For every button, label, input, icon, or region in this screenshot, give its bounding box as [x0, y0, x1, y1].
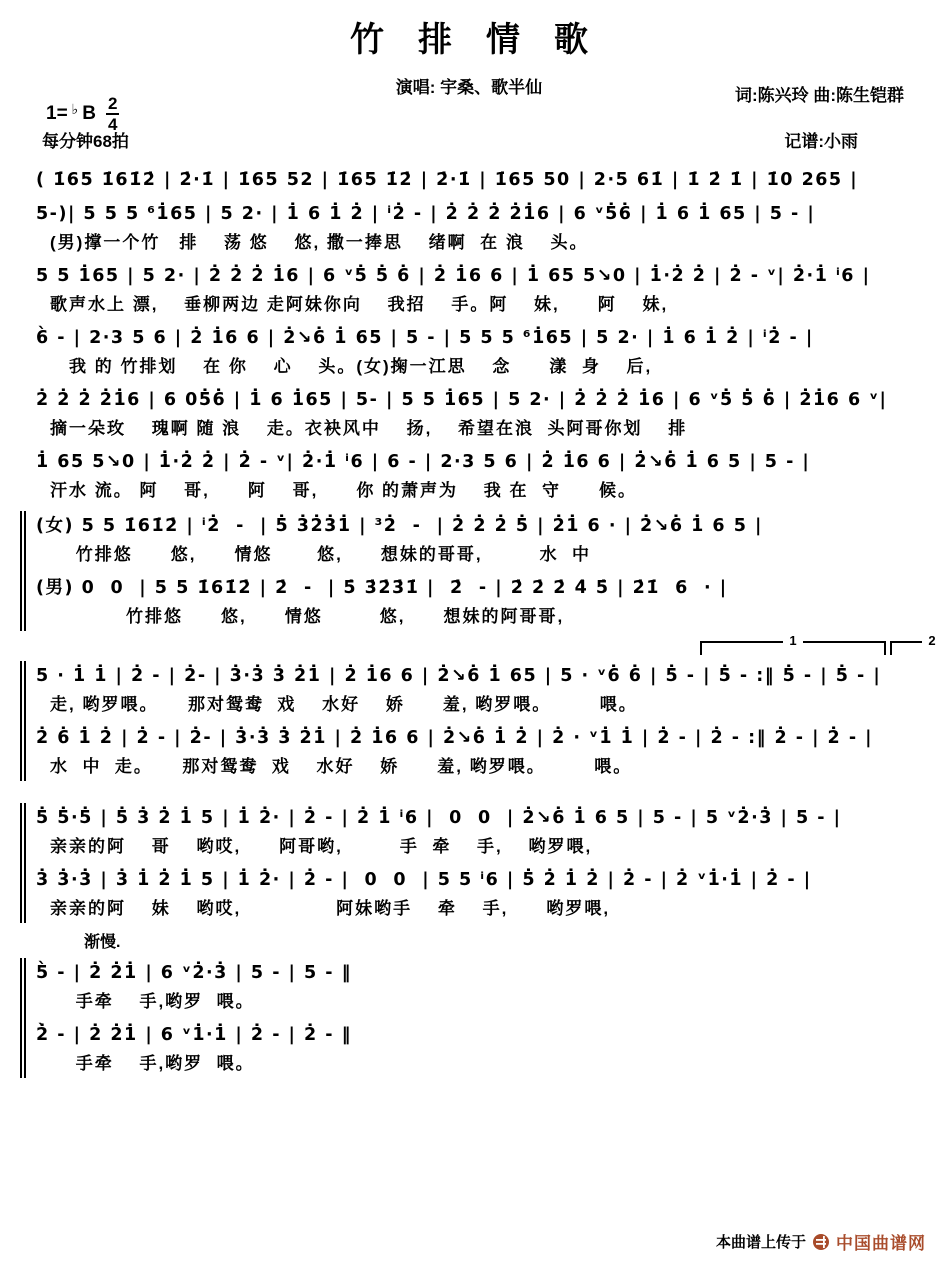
notation-line-2: 5-)| 5 5 5 ⁶1̇65 | 5 2· | 1̇ 6 1̇ 2̇ | ⁱ2̇ - | 2̇ 2̇ 2̇ 2̇1̇6 | 6 ᵛ5̇6̇ | 1̇ 6 1̇ 65 | 5 - |: [36, 204, 816, 224]
notation-line-14: 2̇̀ - | 2̇ 2̇1̇ | 6 ᵛ1̇·1̇ | 2̇ - | 2̇ - ‖: [36, 1025, 352, 1045]
lyrics-line-10: 水 中 走。 那对鸳鸯 戏 水好 娇 羞, 哟罗喂。 喂。: [50, 757, 633, 776]
system-12: [36, 865, 938, 923]
performer-credit: 演唱: 宇桑、歌半仙: [395, 78, 543, 97]
notation-line-11: 5̇ 5̇·5̇ | 5̇ 3̇ 2̇ 1̇ 5 | 1̇ 2̇· | 2̇ - | 2̇ 1̇ ⁱ6 | 0 0 | 2̇↘6̇ 1̇ 6 5 | 5 - | 5 ᵛ2̇·3̇ | 5 - |: [36, 808, 842, 828]
system-11: [36, 803, 938, 861]
score-body: [0, 165, 938, 1078]
upload-text: 本曲谱上传于: [715, 1234, 806, 1251]
volta-2-number: 2: [922, 633, 938, 648]
lyrics-line-2: (男)撑一个竹 排 荡 悠 悠, 撒一捧思 绪啊 在 浪 头。: [50, 233, 589, 252]
meter-denominator: 4: [108, 115, 118, 134]
lyrics-line-3: 歌声水上 漂, 垂柳两边 走阿妹你向 我招 手。阿 妹, 阿 妹,: [50, 295, 669, 314]
duet-group-1: [20, 511, 938, 631]
notation-credit: 记谱:小雨: [784, 132, 858, 151]
notation-line-1: ( 1̇65 1̇61̇2̇ | 2̇·1̇ | 1̇65 52 | 1̇65 1̇2̇ | 2̇·1̇ | 1̇65 50 | 2·5 61̇ | 1̇ 2̇ 1̇ | 1̇0 265 |: [36, 170, 859, 190]
system-4: [36, 323, 938, 381]
notation-line-10: 2̇ 6̇ 1̇ 2̇ | 2̇ - | 2̇- | 3̇·3̇ 3̇ 2̇1̇ | 2̇ 1̇6 6 | 2̇↘6̇ 1̇ 2̇ | 2̇ · ᵛ1̇ 1̇ | 2̇ - | 2̇ - :‖ 2̇ - | 2̇ - |: [36, 728, 874, 748]
system-3: [36, 261, 938, 319]
lyrics-line-8: 竹排悠 悠, 情悠 悠, 想妹的阿哥哥,: [50, 607, 565, 626]
lyricist-composer-credit: 词:陈兴玲 曲:陈生铠群: [734, 86, 904, 105]
notation-line-12: 3̇ 3̇·3̇ | 3̇ 1̇ 2̇ 1̇ 5 | 1̇ 2̇· | 2̇ - | 0 0 | 5 5 ⁱ6 | 5̇ 2̇ 1̇ 2̇ | 2̇ - | 2̇ ᵛ1̇·1̇ | 2̇ - |: [36, 870, 812, 890]
system-14: [36, 1020, 938, 1078]
duet-group-3: [20, 803, 938, 923]
system-1: [36, 165, 938, 195]
system-9: [36, 661, 938, 719]
lyrics-line-11: 亲亲的阿 哥 哟哎, 阿哥哟, 手 牵 手, 哟罗喂,: [50, 837, 593, 856]
notation-line-5: 2̇ 2̇ 2̇ 2̇1̇6 | 6 05̇6̇ | 1̇ 6 1̇65 | 5- | 5 5 1̇65 | 5 2· | 2̇ 2̇ 2̇ 1̇6 | 6 ᵛ5̇ 5̇ 6̇ | 2̇1̇6 6 ᵛ|: [36, 390, 888, 410]
subtitle-row: [0, 71, 938, 111]
notation-line-9: 5 · 1̇ 1̇ | 2̇ - | 2̇- | 3̇·3̇ 3̇ 2̇1̇ | 2̇ 1̇6 6 | 2̇↘6̇ 1̇ 65 | 5 · ᵛ6̇ 6̇ | 5̇ - | 5̇ - :‖ 5̇ - | 5̇ - |: [36, 666, 882, 686]
meter-numerator: 2: [108, 94, 118, 113]
site-logo-icon: [812, 1233, 830, 1251]
system-10: [36, 723, 938, 781]
system-8: [36, 573, 938, 631]
lyrics-line-13: 手牵 手,哟罗 喂。: [50, 992, 255, 1011]
tempo-marking: 每分钟68拍: [42, 132, 129, 151]
lyrics-line-7: 竹排悠 悠, 情悠 悠, 想妹的哥哥, 水 中: [50, 545, 592, 564]
spacer: [0, 787, 938, 797]
notation-line-3: 5 5 1̇65 | 5 2· | 2̇ 2̇ 2̇ 1̇6 | 6 ᵛ5̇ 5̇ 6̇ | 2̇ 1̇6 6 | 1̇ 65 5↘0 | 1̇·2̇ 2̇ | 2̇ - ᵛ| 2̇·1̇ ⁱ6 |: [36, 266, 871, 286]
volta-1-number: 1: [783, 633, 802, 648]
watermark: [716, 1229, 926, 1254]
flat-icon: ♭: [71, 100, 79, 117]
lyrics-line-6: 汗水 流。 阿 哥, 阿 哥, 你 的萧声为 我 在 守 候。: [50, 481, 637, 500]
notation-line-7: (女) 5 5 1̇61̇2̇ | ⁱ2̇ - | 5̇ 3̇2̇3̇1̇ | ³2̇ - | 2̇ 2̇ 2̇ 5̇ | 2̇1̇ 6 · | 2̇↘6̇ 1̇ 6 5 |: [36, 516, 763, 536]
system-6: [36, 447, 938, 505]
duet-group-4: [20, 958, 938, 1078]
system-7: [36, 511, 938, 569]
site-name: 中国曲谱网: [836, 1234, 926, 1253]
duet-group-2: [20, 661, 938, 781]
volta-bracket-1: [700, 633, 886, 655]
system-2: [36, 199, 938, 257]
notation-line-8: (男) 0 0 | 5 5 1̇61̇2̇ | 2̇ - | 5̇ 3̇2̇3̇1̇ | 2̇ - | 2̇ 2̇ 2̇ 4̇ 5̇ | 2̇1̇ 6 · |: [36, 578, 728, 598]
volta-bracket-2: [890, 633, 938, 655]
page-title: 竹排情歌: [350, 20, 622, 60]
key-letter: B: [82, 103, 97, 124]
lyrics-line-12: 亲亲的阿 妹 哟哎, 阿妹哟手 牵 手, 哟罗喂,: [50, 899, 611, 918]
notation-line-13: 5̀ - | 2̇ 2̇1̇ | 6 ᵛ2̇·3̇ | 5 - | 5 - ‖: [36, 963, 352, 983]
sheet-music-page: [0, 12, 938, 1262]
system-5: [36, 385, 938, 443]
lyrics-line-9: 走, 哟罗喂。 那对鸳鸯 戏 水好 娇 羞, 哟罗喂。 喂。: [50, 695, 638, 714]
system-13: [36, 958, 938, 1016]
notation-line-6: 1̇ 65 5↘0 | 1̇·2̇ 2̇ | 2̇ - ᵛ| 2̇·1̇ ⁱ6 | 6 - | 2·3 5 6 | 2̇ 1̇6 6 | 2̇↘6̇ 1̇ 6 5 | 5 - |: [36, 452, 811, 472]
ritardando-marking: 渐慢.: [84, 934, 121, 951]
key-prefix: 1=: [46, 103, 68, 124]
lyrics-line-14: 手牵 手,哟罗 喂。: [50, 1054, 255, 1073]
volta-row: [36, 633, 938, 655]
lyrics-line-5: 摘一朵玫 瑰啊 随 浪 走。衣袂风中 扬, 希望在浪 头阿哥你划 排: [50, 419, 688, 438]
notation-line-4: 6̀ - | 2·3 5 6 | 2̇ 1̇6 6 | 2̇↘6̇ 1̇ 65 | 5 - | 5 5 5 ⁶1̇65 | 5 2· | 1̇ 6 1̇ 2̇ | ⁱ2̇ - |: [36, 328, 814, 348]
lyrics-line-4: 我 的 竹排划 在 你 心 头。(女)掬一江思 念 漾 身 后,: [50, 357, 653, 376]
